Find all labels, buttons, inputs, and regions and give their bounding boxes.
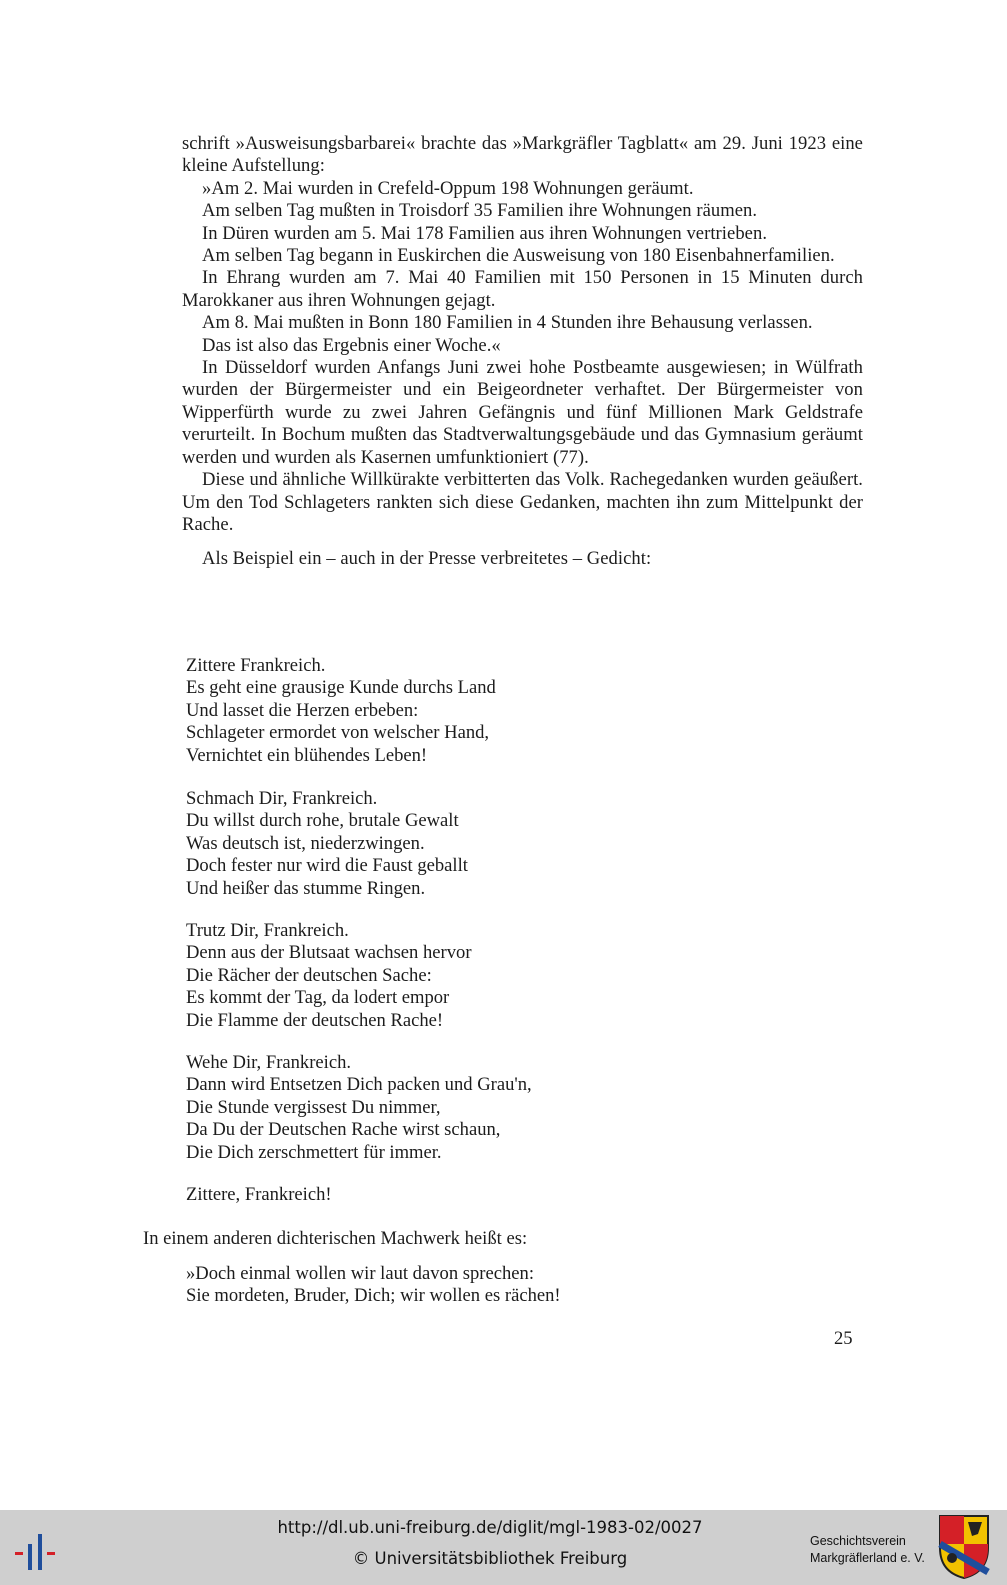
quote-line: »Doch einmal wollen wir laut davon sprechen: bbox=[186, 1263, 535, 1284]
poem-stanza-3 bbox=[186, 920, 786, 1032]
paragraph: In Ehrang wurden am 7. Mai 40 Familien mit 150 Personen in 15 Minuten durch Marokkaner aus ihren Wohnungen gejagt. bbox=[182, 267, 863, 311]
poem-line: Da Du der Deutschen Rache wirst schaun, bbox=[186, 1119, 501, 1141]
poem-line: Doch fester nur wird die Faust geballt bbox=[186, 855, 468, 877]
poem-line: Schmach Dir, Frankreich. bbox=[186, 788, 378, 809]
poem-line: Die Flamme der deutschen Rache! bbox=[186, 1009, 444, 1031]
poem-line: Und heißer das stumme Ringen. bbox=[186, 877, 426, 899]
poem-line: Die Rächer der deutschen Sache: bbox=[186, 964, 432, 986]
poem-line: Du willst durch rohe, brutale Gewalt bbox=[186, 810, 459, 832]
poem-line: Die Stunde vergissest Du nimmer, bbox=[186, 1096, 441, 1118]
paragraph: In Düren wurden am 5. Mai 178 Familien aus ihren Wohnungen vertrieben. bbox=[202, 222, 768, 244]
poem-line: Wehe Dir, Frankreich. bbox=[186, 1052, 352, 1073]
page-number: 25 bbox=[834, 1328, 853, 1349]
society-name bbox=[810, 1533, 925, 1567]
quoted-verse bbox=[186, 1263, 561, 1308]
paragraph: Am selben Tag begann in Euskirchen die Ausweisung von 180 Eisenbahnerfamilien. bbox=[202, 245, 835, 267]
paragraph: Als Beispiel ein – auch in der Presse verbreitetes – Gedicht: bbox=[202, 548, 652, 570]
poem-line: Es kommt der Tag, da lodert empor bbox=[186, 987, 450, 1009]
paragraph: »Am 2. Mai wurden in Crefeld-Oppum 198 Wohnungen geräumt. bbox=[202, 177, 694, 199]
poem-line: Was deutsch ist, niederzwingen. bbox=[186, 832, 425, 854]
lead-in-text: In einem anderen dichterischen Machwerk heißt es: bbox=[143, 1228, 528, 1249]
paragraph: Am 8. Mai mußten in Bonn 180 Familien in 4 Stunden ihre Behausung verlassen. bbox=[202, 312, 813, 334]
poem-line: Trutz Dir, Frankreich. bbox=[186, 920, 349, 941]
poem-stanza-4 bbox=[186, 1052, 786, 1164]
poem-line: Zittere, Frankreich! bbox=[186, 1184, 332, 1205]
poem-line: Die Dich zerschmettert für immer. bbox=[186, 1141, 442, 1163]
copyright-notice: © Universitätsbibliothek Freiburg bbox=[352, 1549, 628, 1568]
quote-line: Sie mordeten, Bruder, Dich; wir wollen es rächen! bbox=[186, 1285, 561, 1307]
paragraph: schrift »Ausweisungsbarbarei« brachte das »Markgräfler Tagblatt« am 29. Juni 1923 eine kleine Aufstellung: bbox=[182, 133, 863, 177]
poem-line: Und lasset die Herzen erbeben: bbox=[186, 699, 419, 721]
poem-line: Vernichtet ein blühendes Leben! bbox=[186, 744, 428, 766]
body-text bbox=[182, 133, 863, 571]
society-name-line: Markgräflerland e. V. bbox=[810, 1551, 925, 1565]
permalink-url[interactable]: http://dl.ub.uni-freiburg.de/diglit/mgl-1983-02/0027 bbox=[277, 1518, 703, 1537]
poem-stanza-1 bbox=[186, 655, 786, 767]
paragraph: Das ist also das Ergebnis einer Woche.« bbox=[202, 334, 501, 356]
poem-line: Schlageter ermordet von welscher Hand, bbox=[186, 722, 490, 744]
coat-of-arms-icon bbox=[938, 1514, 990, 1580]
paragraph: In Düsseldorf wurden Anfangs Juni zwei hohe Postbeamte ausgewiesen; in Wülfrath wurden der Bürgermeister und ein Beigeordneter verhaftet. Der Bürgermeister von Wipperfürth wurde zu zwei Jahren Gefängnis und fünf Millionen Mark Geldstrafe verurteilt. In Bochum mußten das Stadtverwaltungsgebäude und das Gymnasium geräumt werden und wurden als Kasernen umfunktioniert (77). bbox=[182, 357, 863, 468]
poem-line: Denn aus der Blutsaat wachsen hervor bbox=[186, 942, 472, 964]
paragraph: Diese und ähnliche Willkürakte verbitterten das Volk. Rachegedanken wurden geäußert. Um den Tod Schlageters rankten sich diese Gedanken, machten ihn zum Mittelpunkt der Rache. bbox=[182, 469, 863, 535]
poem-closing bbox=[186, 1184, 786, 1206]
poem-line: Zittere Frankreich. bbox=[186, 655, 326, 676]
footer-bar bbox=[0, 1510, 1007, 1585]
society-name-line: Geschichtsverein bbox=[810, 1534, 906, 1548]
poem-stanza-2 bbox=[186, 788, 786, 900]
paragraph: Am selben Tag mußten in Troisdorf 35 Familien ihre Wohnungen räumen. bbox=[202, 200, 758, 222]
poem-line: Es geht eine grausige Kunde durchs Land bbox=[186, 677, 496, 699]
poem-line: Dann wird Entsetzen Dich packen und Grau'n, bbox=[186, 1074, 532, 1096]
